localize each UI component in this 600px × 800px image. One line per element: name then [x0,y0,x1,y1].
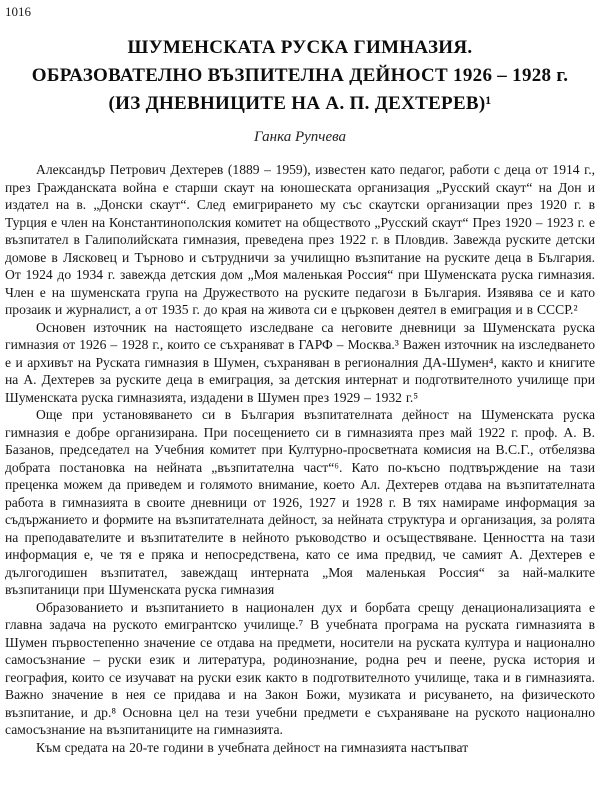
article-title [5,34,595,118]
title-line-2: ОБРАЗОВАТЕЛНО ВЪЗПИТЕЛНА ДЕЙНОСТ 1926 – 1928 г. [31,65,569,86]
page-number: 1016 [5,4,31,19]
paragraph: Към средата на 20-те години в учебната дейност на гимназията настъпват [36,739,469,755]
author-name: Ганка Рупчева [253,129,347,145]
title-line-3: (ИЗ ДНЕВНИЦИТЕ НА А. П. ДЕХТЕРЕВ)¹ [108,93,492,114]
paragraph: Образованието и възпитанието в национален дух и борбата срещу денационализацията е главна задача на руското емигрантско училище.⁷ В учебната програма на руската гимназията в Шумен първостепенно значение се отдава на предмети, носители на руската култура и национално самосъзнание – руски език и литература, родинознание, родна реч и пеене, руска история и география, които се изучават на руски език както в подготвителното училище, така и в гимназията. Важно значение в нея се придава и на Закон Божи, музиката и рисуването, на физическото възпитание, и др.⁸ Основна цел на тези учебни предмети е съхраняване на руското национално самосъзнание на възпитаниците на гимназията. [5,599,595,737]
article-body [5,161,595,756]
paragraph: Още при установяването си в България възпитателната дейност на Шуменската руска гимназия е добре организирана. При посещението си в гимназията през май 1922 г. проф. А. В. Базанов, председател на Учебния комитет при Културно-просветната комисия на В.С.Г., отбелязва добрата постановка на нейната „възпитателна част“⁶. Като по-късно подтвърждение на тази преценка можем да приведем и голямото внимание, което Ал. Дехтерев отдава на възпитателната работа в гимназията в своите дневници от 1926, 1927 и 1928 г. В тях намираме информация за съдържанието и формите на възпитателната дейност, за нейната структура и организация, за ролята на преподавателите и възпитателите в нейното ръководство и осъществяване. Ценността на тази информация е, че тя е пряка и непосредствена, като се има предвид, че самият А. Дехтерев е дългогодишен възпитател, завеждащ интерната „Моя маленькая Россия“ за най-малките възпитаници при Шуменската руска гимназия [5,407,595,597]
title-line-1: ШУМЕНСКАТА РУСКА ГИМНАЗИЯ. [127,37,473,58]
paragraph: Основен източник на настоящето изследване са неговите дневници за Шуменската руска гимназия от 1926 – 1928 г., които се съхраняват в ГАРФ – Москва.³ Важен източник на изследването е и архивът на Руската гимназия в Шумен, съхраняван в регионалния ДА-Шумен⁴, както и книгите на А. Дехтерев за руските деца в емиграция, за детския интернат и подготвителното училище при Шуменската руска гимназията, издадени в Шумен през 1929 – 1932 г.⁵ [5,319,595,405]
paragraph: Александър Петрович Дехтерев (1889 – 1959), известен като педагог, работи с деца от 1914 г., през Гражданската война е старши скаут на юношеската организация „Русский скаут“ на Дон и издател на в. „Донски скаут“. След емигрирането му със скаутски организации през 1920 г. в Турция е член на Константинополския комитет на обществото „Русский скаут“ През 1920 – 1923 г. е възпитател в Галиполийската гимназия, преведена през 1922 г. в Пловдив. Завежда руските детски домове в Лясковец и Търново и сътрудничи за училищно възпитание на руските деца в България. От 1924 до 1934 г. завежда детския дом „Моя маленькая Россия“ при Шуменската руска гимназия. Член е на шуменската група на Дружеството на руските педагози в България. Изявява се и като прозаик и журналист, а от 1935 г. до края на живота си е църковен деятел в емиграция и в СССР.² [5,162,595,317]
